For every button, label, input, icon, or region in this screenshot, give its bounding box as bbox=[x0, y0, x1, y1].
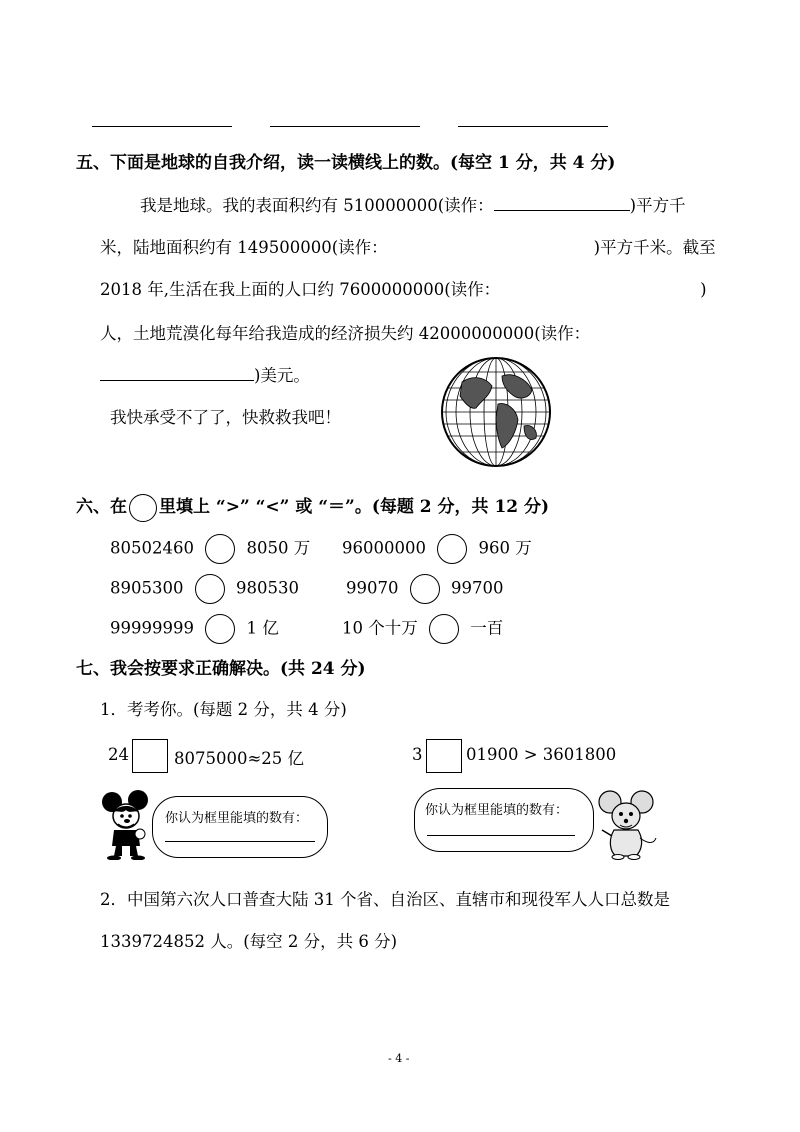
mickey-mouse-icon bbox=[100, 790, 152, 860]
compare-circle-6[interactable] bbox=[429, 614, 459, 644]
prev-answer-blank-2[interactable] bbox=[270, 126, 420, 127]
compare-6-left-value: 10 个十万 bbox=[342, 618, 418, 638]
compare-1-left-value: 80502460 bbox=[110, 538, 194, 558]
section5-line4-text: 人，土地荒漠化每年给我造成的经济损失约 42000000000(读作： bbox=[100, 324, 591, 343]
compare-5-left-value: 99999999 bbox=[110, 618, 194, 638]
compare-row-2-left bbox=[110, 574, 299, 604]
compare-circle-5[interactable] bbox=[205, 614, 235, 644]
compare-row-1-left bbox=[110, 534, 310, 564]
compare-circle-3[interactable] bbox=[195, 574, 225, 604]
compare-row-2-right bbox=[346, 574, 504, 604]
question-2-line1: 2．中国第六次人口普查大陆 31 个省、自治区、直辖市和现役军人人口总数是 bbox=[100, 890, 670, 909]
compare-3-left-value: 8905300 bbox=[110, 578, 184, 598]
circle-symbol-icon bbox=[129, 494, 157, 522]
q1-left-suffix: 8075000≈25 亿 bbox=[174, 749, 305, 768]
section6-heading-prefix: 六、在 bbox=[76, 497, 127, 517]
reading-blank-4[interactable] bbox=[100, 380, 254, 381]
compare-circle-4[interactable] bbox=[410, 574, 440, 604]
q1-left-speech-bubble bbox=[152, 796, 328, 858]
compare-4-left-value: 99070 bbox=[346, 578, 399, 598]
section5-line4 bbox=[100, 320, 590, 344]
compare-6-right-value: 一百 bbox=[470, 618, 504, 638]
section6-heading-suffix: 里填上 “>” “<” 或 “＝”。(每题 2 分，共 12 分) bbox=[159, 497, 550, 517]
section5-heading: 五、下面是地球的自我介绍，读一读横线上的数。(每空 1 分，共 4 分) bbox=[76, 153, 616, 173]
section5-line6: 我快承受不了了，快救救我吧！ bbox=[110, 408, 341, 427]
prev-answer-blank-1[interactable] bbox=[92, 126, 232, 127]
section5-line2-text: 米，陆地面积约有 149500000(读作： bbox=[100, 238, 388, 257]
compare-1-right-value: 8050 万 bbox=[246, 538, 311, 558]
section5-line5 bbox=[100, 362, 310, 386]
compare-circle-2[interactable] bbox=[437, 534, 467, 564]
q1-right-suffix: 01900 > 3601800 bbox=[466, 745, 617, 764]
bubble-right-text: 你认为框里能填的数有： bbox=[425, 803, 569, 818]
bubble-right-answer-line[interactable] bbox=[427, 835, 575, 836]
section7-heading: 七、我会按要求正确解决。(共 24 分) bbox=[76, 659, 366, 679]
compare-row-3-right bbox=[342, 614, 503, 644]
q1-left-prefix: 24 bbox=[108, 745, 129, 764]
compare-5-right-value: 1 亿 bbox=[246, 618, 279, 638]
q1-right-answer-box[interactable] bbox=[426, 739, 462, 773]
section5-line1-end: )平方千 bbox=[629, 196, 686, 215]
compare-2-left-value: 96000000 bbox=[342, 538, 426, 558]
section5-line2-end: )平方千米。截至 bbox=[593, 238, 716, 257]
bubble-left-answer-line[interactable] bbox=[165, 841, 315, 842]
section6-heading bbox=[76, 492, 549, 522]
compare-row-3-left bbox=[110, 614, 279, 644]
compare-row-1-right bbox=[342, 534, 532, 564]
compare-3-right-value: 980530 bbox=[236, 578, 299, 598]
section5-line3-end: ) bbox=[700, 280, 707, 299]
compare-2-right-value: 960 万 bbox=[478, 538, 532, 558]
question-1-title: 1．考考你。(每题 2 分，共 4 分) bbox=[100, 700, 347, 719]
section5-line3-text: 2018 年,生活在我上面的人口约 7600000000(读作： bbox=[100, 280, 501, 299]
section5-line1-text: 我是地球。我的表面积约有 510000000(读作： bbox=[140, 196, 494, 215]
globe-illustration bbox=[440, 356, 552, 468]
section5-line2 bbox=[100, 234, 716, 258]
section5-line5-text: )美元。 bbox=[254, 366, 310, 385]
reading-blank-1[interactable] bbox=[494, 210, 630, 211]
page-number: - 4 - bbox=[388, 1052, 410, 1065]
prev-answer-blank-3[interactable] bbox=[458, 126, 608, 127]
mouse-character-icon bbox=[596, 788, 658, 860]
section5-line1 bbox=[140, 192, 686, 216]
section5-line3 bbox=[100, 276, 707, 300]
q1-right-speech-bubble bbox=[414, 788, 594, 852]
question-2-line2: 1339724852 人。(每空 2 分，共 6 分) bbox=[100, 932, 398, 951]
compare-4-right-value: 99700 bbox=[451, 578, 504, 598]
compare-circle-1[interactable] bbox=[205, 534, 235, 564]
bubble-left-text: 你认为框里能填的数有： bbox=[165, 811, 309, 826]
q1-left-answer-box[interactable] bbox=[132, 739, 168, 773]
q1-right-prefix: 3 bbox=[412, 745, 423, 764]
